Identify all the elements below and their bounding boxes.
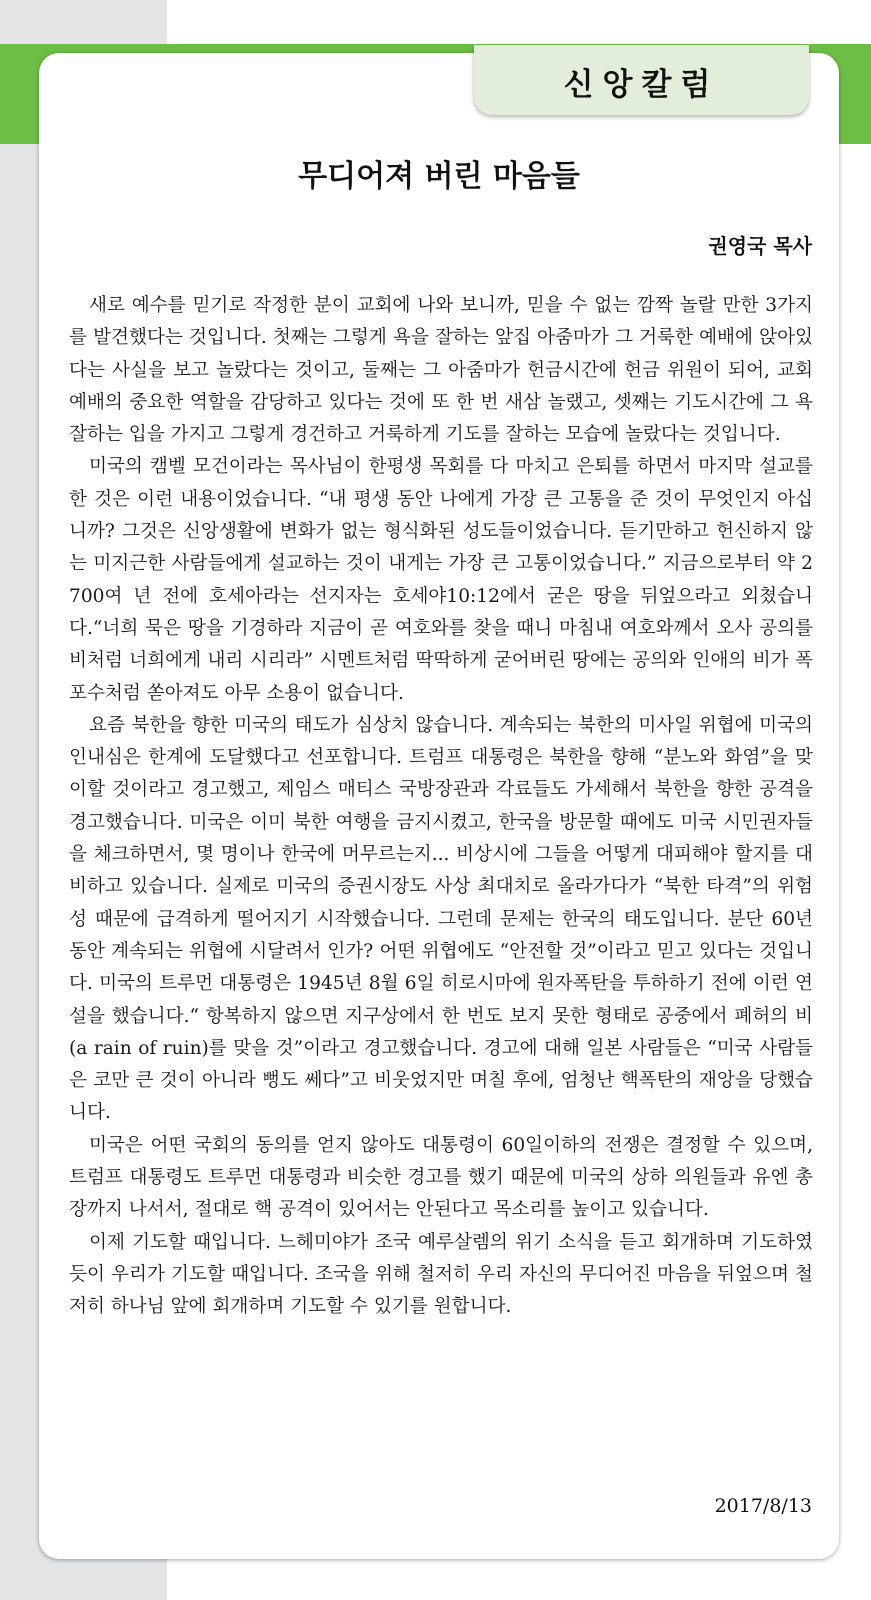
article-date: 2017/8/13 <box>714 1495 812 1517</box>
article-paragraph: 미국의 캠벨 모건이라는 목사님이 한평생 목회를 다 마치고 은퇴를 하면서 마지막 설교를 한 것은 이런 내용이었습니다. “내 평생 동안 나에게 가장 큰 고통을 준 것이 무엇인지 아십니까? 그것은 신앙생활에 변화가 없는 형식화된 성도들이었습니다. 듣기만하고 헌신하지 않는 미지근한 사람들에게 설교하는 것이 내게는 가장 큰 고통이었습니다.” 지금으로부터 약 2700여 년 전에 호세아라는 선지자는 호세야10:12에서 굳은 땅을 뒤엎으라고 외쳤습니다.“너희 묵은 땅을 기경하라 지금이 곧 여호와를 찾을 때니 마침내 여호와께서 오사 공의를 비처럼 너희에게 내리 시리라” 시멘트처럼 딱딱하게 굳어버린 땅에는 공의와 인애의 비가 폭포수처럼 쏟아져도 아무 소용이 없습니다. <box>69 456 813 704</box>
section-tab <box>474 45 809 115</box>
article-body <box>69 290 813 1324</box>
section-label: 신앙칼럼 <box>563 66 720 103</box>
article-paragraph: 이제 기도할 때입니다. 느헤미야가 조국 예루살렘의 위기 소식을 듣고 회개하며 기도하였듯이 우리가 기도할 때입니다. 조국을 위해 철저히 우리 자신의 무디어진 마음을 뒤엎으며 철저히 하나님 앞에 회개하며 기도할 수 있기를 원합니다. <box>69 1231 813 1318</box>
article-paragraph: 미국은 어떤 국회의 동의를 얻지 않아도 대통령이 60일이하의 전쟁은 결정할 수 있으며, 트럼프 대통령도 트루먼 대통령과 비슷한 경고를 했기 때문에 미국의 상하 의원들과 유엔 총장까지 나서서, 절대로 핵 공격이 있어서는 안된다고 목소리를 높이고 있습니다. <box>69 1134 813 1221</box>
column-card <box>39 53 839 1559</box>
article-title: 무디어져 버린 마음들 <box>298 159 580 194</box>
article-author: 권영국 목사 <box>708 234 812 258</box>
article-paragraph: 요즘 북한을 향한 미국의 태도가 심상치 않습니다. 계속되는 북한의 미사일 위협에 미국의 인내심은 한계에 도달했다고 선포합니다. 트럼프 대통령은 북한을 향해 “분노와 화염”을 맞이할 것이라고 경고했고, 제임스 매티스 국방장관과 각료들도 가세해서 북한을 향한 공격을 경고했습니다. 미국은 이미 북한 여행을 금지시켰고, 한국을 방문할 때에도 미국 시민권자들을 체크하면서, 몇 명이나 한국에 머무르는지... 비상시에 그들을 어떻게 대피해야 할지를 대비하고 있습니다. 실제로 미국의 증권시장도 사상 최대치로 올라가다가 “북한 타격”의 위험성 때문에 급격하게 떨어지기 시작했습니다. 그런데 문제는 한국의 태도입니다. 분단 60년 동안 계속되는 위협에 시달려서 인가? 어떤 위협에도 “안전할 것”이라고 믿고 있다는 것입니다. 미국의 트루먼 대통령은 1945년 8월 6일 히로시마에 원자폭탄을 투하하기 전에 이런 연설을 했습니다.“ 항복하지 않으면 지구상에서 한 번도 보지 못한 형태로 공중에서 폐허의 비(a rain of ruin)를 맞을 것”이라고 경고했습니다. 경고에 대해 일본 사람들은 “미국 사람들은 코만 큰 것이 아니라 뻥도 쎄다”고 비웃었지만 며칠 후에, 엄청난 핵폭탄의 재앙을 당했습니다. <box>69 714 813 1124</box>
article-paragraph: 새로 예수를 믿기로 작정한 분이 교회에 나와 보니까, 믿을 수 없는 깜짝 놀랄 만한 3가지를 발견했다는 것입니다. 첫째는 그렇게 욕을 잘하는 앞집 아줌마가 그 거룩한 예배에 앉아있다는 사실을 보고 놀랐다는 것이고, 둘째는 그 아줌마가 헌금시간에 헌금 위원이 되어, 교회 예배의 중요한 역할을 감당하고 있다는 것에 또 한 번 새삼 놀랬고, 셋째는 기도시간에 그 욕 잘하는 입을 가지고 그렇게 경건하고 거룩하게 기도를 잘하는 모습에 놀랐다는 것입니다. <box>69 295 813 446</box>
